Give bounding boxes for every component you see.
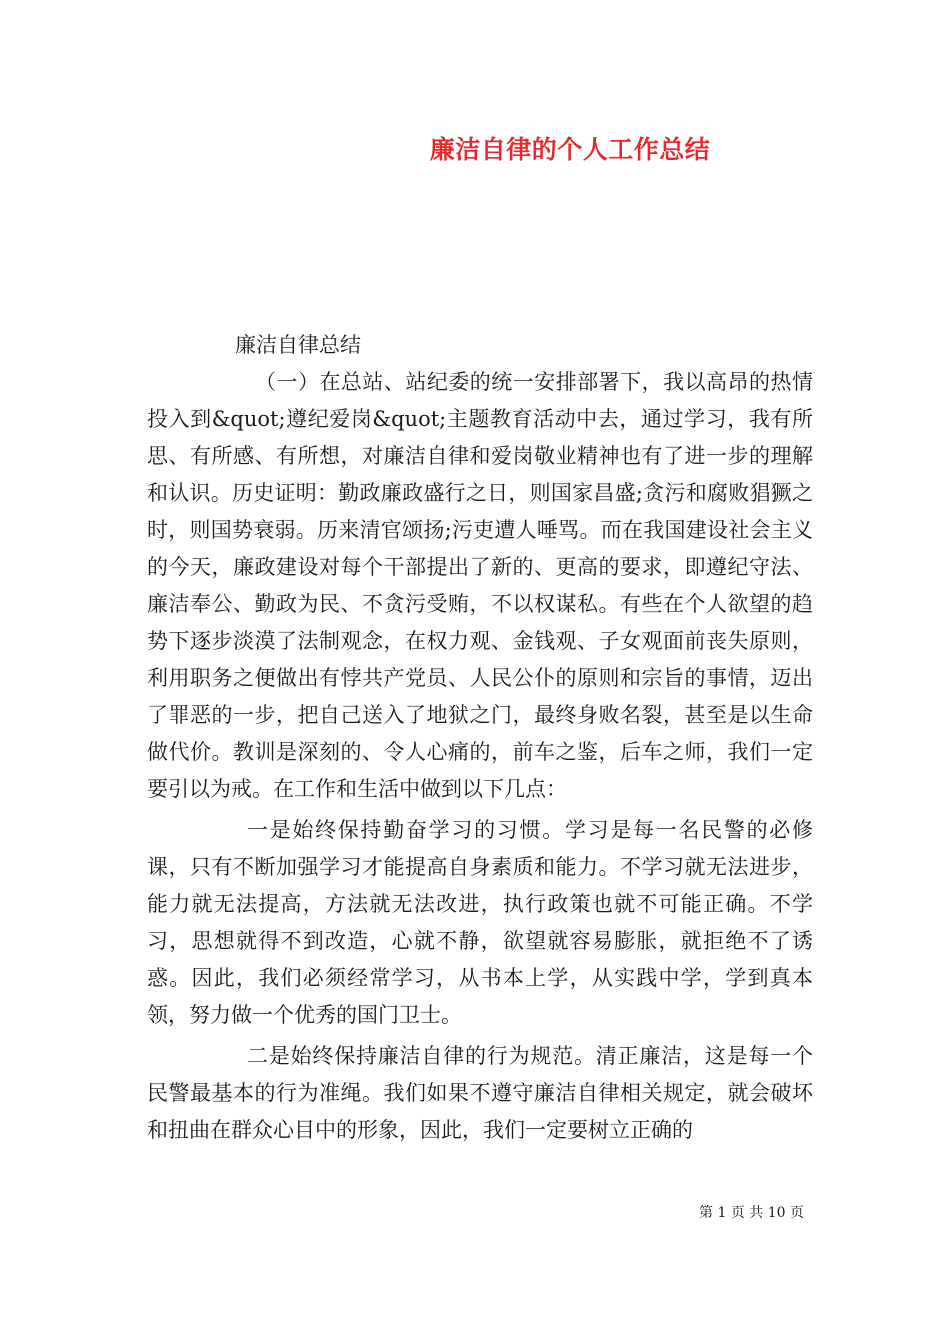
document-title: 廉洁自律的个人工作总结 [429, 135, 711, 164]
paragraph-2: 一是始终保持勤奋学习的习惯。学习是每一名民警的必修课，只有不断加强学习才能提高自身素质和能力。不学习就无法进步，能力就无法提高，方法就无法改进，执行政策也就不可能正确。不学习，思想就得不到改造，心就不静，欲望就容易膨胀，就拒绝不了诱惑。因此，我们必须经常学习，从书本上学，从实践中学，学到真本领，努力做一个优秀的国门卫士。 [147, 818, 813, 1027]
page-number-footer: 第 1 页 共 10 页 [699, 1205, 804, 1221]
document-body [147, 327, 813, 1149]
paragraph-3: 二是始终保持廉洁自律的行为规范。清正廉洁，这是每一个民警最基本的行为准绳。我们如果不遵守廉洁自律相关规定，就会破坏和扭曲在群众心目中的形象，因此，我们一定要树立正确的 [147, 1044, 813, 1142]
paragraph-1: （一）在总站、站纪委的统一安排部署下，我以高昂的热情投入到&quot;遵纪爱岗&quot;主题教育活动中去，通过学习，我有所思、有所感、有所想，对廉洁自律和爱岗敬业精神也有了进一步的理解和认识。历史证明：勤政廉政盛行之日，则国家昌盛;贪污和腐败猖獗之时，则国势衰弱。历来清官颂扬;污吏遭人唾骂。而在我国建设社会主义的今天，廉政建设对每个干部提出了新的、更高的要求，即遵纪守法、廉洁奉公、勤政为民、不贪污受贿，不以权谋私。有些在个人欲望的趋势下逐步淡漠了法制观念，在权力观、金钱观、子女观面前丧失原则，利用职务之便做出有悖共产党员、人民公仆的原则和宗旨的事情，迈出了罪恶的一步，把自己送入了地狱之门，最终身败名裂，甚至是以生命做代价。教训是深刻的、令人心痛的，前车之鉴，后车之师，我们一定要引以为戒。在工作和生活中做到以下几点： [147, 370, 813, 801]
section-heading: 廉洁自律总结 [235, 333, 361, 357]
